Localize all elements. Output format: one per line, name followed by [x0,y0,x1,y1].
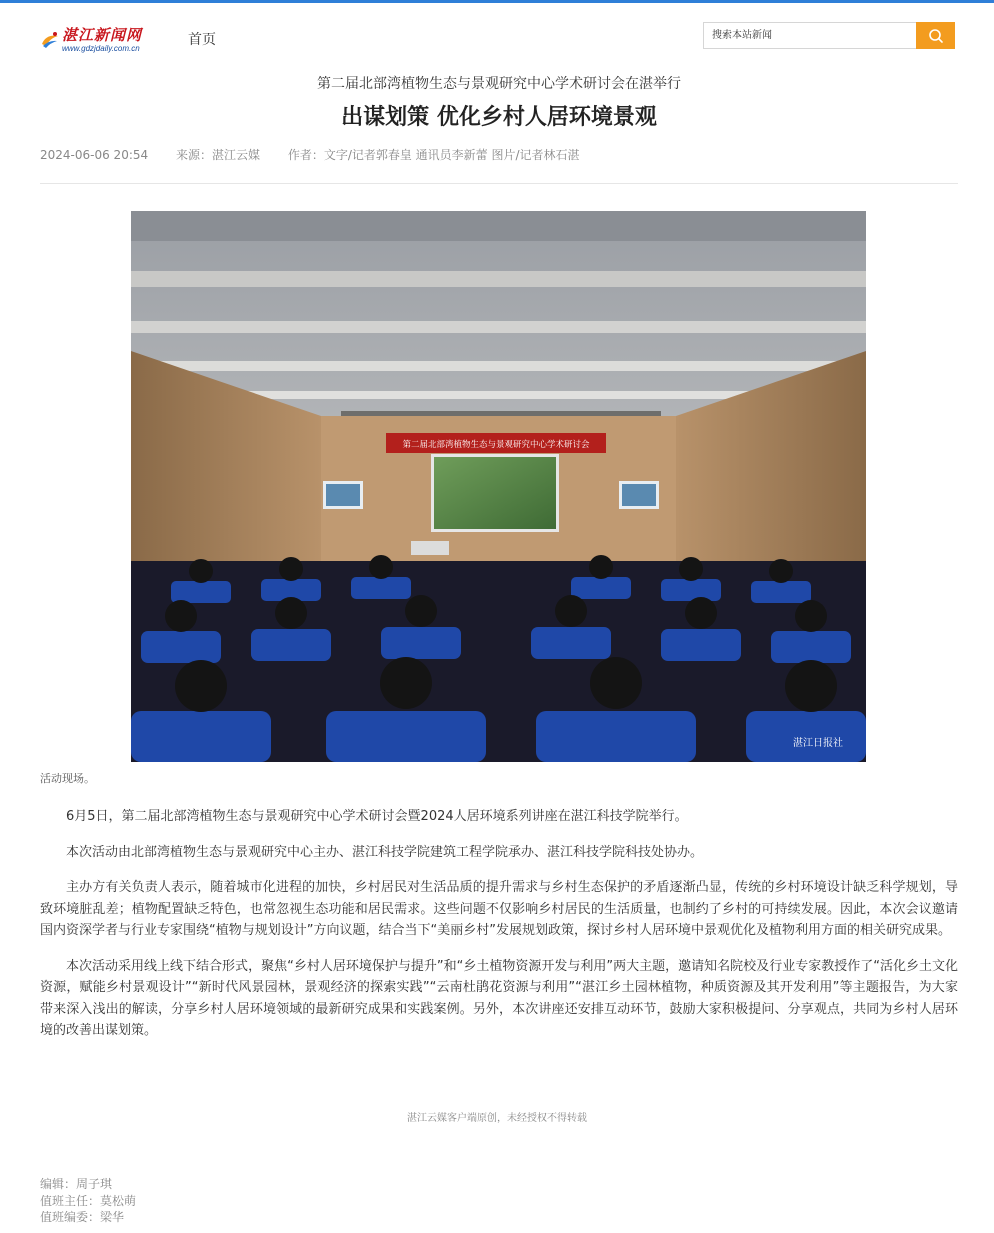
header-divider [40,183,958,184]
article-meta [40,146,958,164]
logo-emblem-icon [40,30,60,50]
article-title: 出谋划策 优化乡村人居环境景观 [341,105,657,130]
logo-text [62,25,143,53]
hall-banner-text: 第二届北部湾植物生态与景观研究中心学术研讨会 [402,440,590,450]
article-photo [131,211,866,762]
article-paragraph: 主办方有关负责人表示，随着城市化进程的加快，乡村居民对生活品质的提升需求与乡村生态保护的矛盾逐渐凸显，传统的乡村环境设计缺乏科学规划，导致环境脏乱差；植物配置缺乏特色，也常忽视生态功能和居民需求。这些问题不仅影响乡村居民的生活质量，也制约了乡村的可持续发展。因此，本次会议邀请国内资深学者与行业专家围绕“植物与规划设计”方向议题，结合当下“美丽乡村”发展规划政策，探讨乡村人居环境中景观优化及植物利用方面的相关研究成果。 [40,880,958,938]
article-subtitle: 第二届北部湾植物生态与景观研究中心学术研讨会在湛举行 [317,76,681,92]
photo-watermark: 湛江日报社 [793,738,843,749]
article-paragraph: 本次活动由北部湾植物生态与景观研究中心主办、湛江科技学院建筑工程学院承办、湛江科技学院科技处协办。 [66,844,704,860]
article-author: 作者：文字/记者郭春皇 通讯员李新蕾 图片/记者林石湛 [287,148,580,162]
search-icon [928,28,944,44]
logo-url: www.gdzjdaily.com.cn [62,43,140,53]
logo-title: 湛江新闻网 [62,25,143,44]
article-paragraph: 本次活动采用线上线下结合形式，聚焦“乡村人居环境保护与提升”和“乡土植物资源开发与利用”两大主题，邀请知名院校及行业专家教授作了“活化乡土文化资源，赋能乡村景观设计”“新时代风景园林，景观经济的探索实践”“云南杜鹃花资源与利用”“湛江乡土园林植物，种质资源及其开发利用”等主题报告，为大家带来深入浅出的解读，分享乡村人居环境领域的最新研究成果和实践案例。另外，本次讲座还安排互动环节，鼓励大家积极提问、分享观点，共同为乡村人居环境的改善出谋划策。 [40,958,958,1038]
editor-line: 值班编委：梁华 [40,1210,125,1224]
editor-credits [40,1176,136,1226]
nav-home-link[interactable]: 首页 [188,32,216,48]
search-input[interactable] [703,22,916,49]
search-bar [703,22,955,49]
article-header [40,65,958,184]
editor-line: 编辑：周子琪 [40,1177,113,1191]
article-source: 来源：湛江云媒 [175,148,260,162]
publish-date: 2024-06-06 20:54 [40,148,149,162]
copyright-notice: 湛江云媒客户端原创，未经授权不得转载 [407,1113,587,1124]
article-paragraph: 6月5日，第二届北部湾植物生态与景观研究中心学术研讨会暨2024人居环境系列讲座在湛江科技学院举行。 [66,809,688,824]
editor-line: 值班主任：莫松萌 [40,1193,137,1208]
site-logo[interactable] [40,25,152,55]
photo-caption: 活动现场。 [40,772,95,785]
search-button[interactable] [916,22,955,49]
site-header [0,3,994,65]
article-body [40,806,958,1056]
